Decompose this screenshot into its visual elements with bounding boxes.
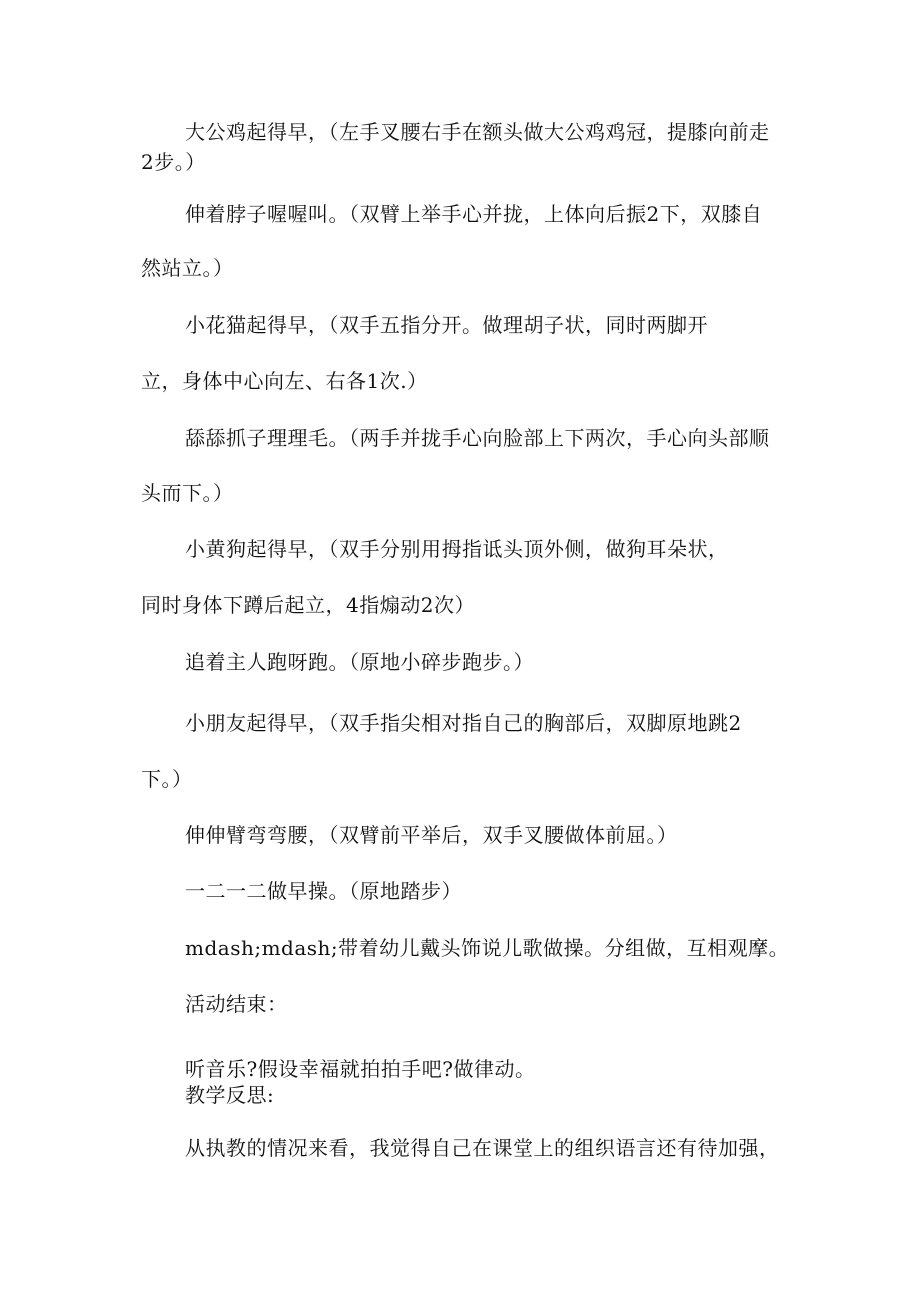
text-line: mdash;mdash;带着幼儿戴头饰说儿歌做操。分组做，互相观摩。 bbox=[185, 936, 790, 960]
text-line: 2步。） bbox=[141, 150, 206, 174]
text-line: 立，身体中心向左、右各1次.） bbox=[141, 369, 428, 393]
text-line: 一二一二做早操。（原地踏步） bbox=[185, 879, 462, 903]
text-line: 小黄狗起得早，（双手分别用拇指诋头顶外侧，做狗耳朵状， bbox=[185, 537, 729, 561]
text-line: 伸着脖子喔喔叫。（双臂上举手心并拢，上体向后振2下，双膝自 bbox=[185, 202, 763, 226]
text-line: 大公鸡起得早，（左手叉腰右手在额头做大公鸡鸡冠，提膝向前走 bbox=[185, 120, 770, 144]
text-line: 舔舔抓子理理毛。（两手并拢手心向脸部上下两次，手心向头部顺 bbox=[185, 426, 770, 450]
text-line: 伸伸臂弯弯腰，（双臂前平举后，双手叉腰做体前屈。） bbox=[185, 823, 678, 847]
text-line: 追着主人跑呀跑。（原地小碎步跑步。） bbox=[185, 650, 534, 674]
text-line: 教学反思: bbox=[185, 1083, 275, 1107]
text-line: 活动结束： bbox=[185, 992, 288, 1016]
text-line: 头而下。） bbox=[141, 481, 234, 505]
text-line: 下。） bbox=[141, 767, 193, 791]
text-line: 同时身体下蹲后起立，4指煽动2次） bbox=[141, 593, 475, 617]
text-line: 从执教的情况来看，我觉得自己在课堂上的组织语言还有待加强， bbox=[185, 1136, 780, 1160]
text-line: 小花猫起得早，（双手五指分开。做理胡子状，同时两脚开 bbox=[185, 313, 708, 337]
text-line: 小朋友起得早，（双手指尖相对指自己的胸部后，双脚原地跳2 bbox=[185, 711, 742, 735]
text-line: 然站立。） bbox=[141, 256, 234, 280]
text-line: 听音乐?假设幸福就拍拍手吧?做律动。 bbox=[185, 1057, 536, 1081]
